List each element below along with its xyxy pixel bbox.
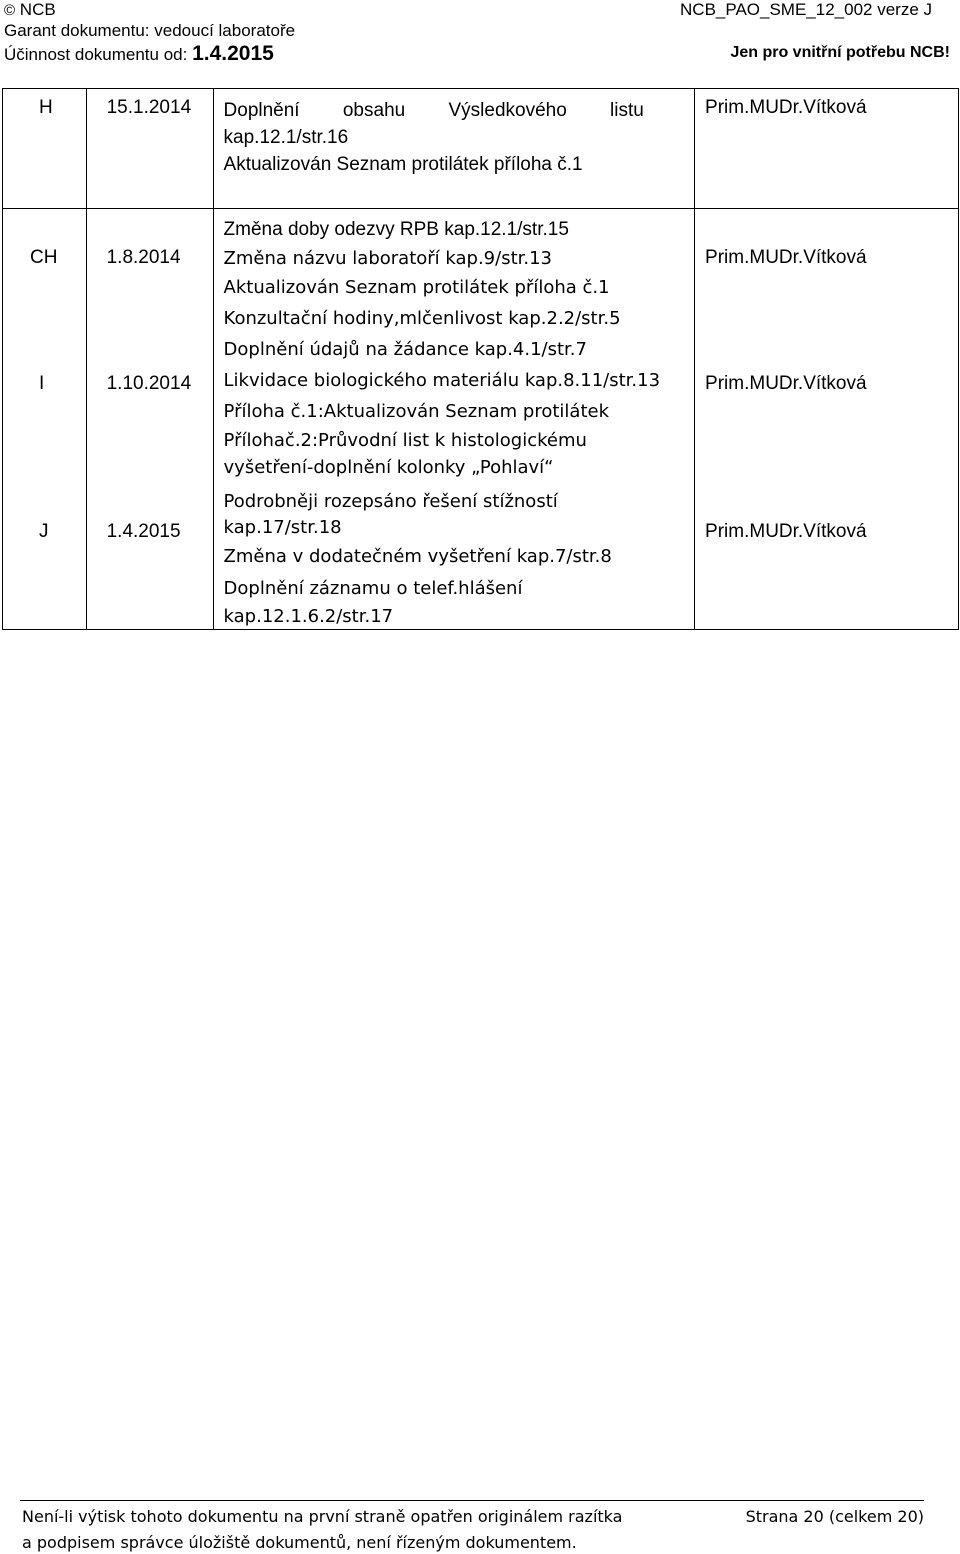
date-cell: [86, 209, 213, 630]
footer-rule: [20, 1500, 924, 1501]
description-line: Doplnění záznamu o telef.hlášení: [223, 578, 523, 599]
author-label: Prim.MUDr.Vítková: [705, 373, 867, 394]
author-label: Prim.MUDr.Vítková: [705, 521, 867, 542]
internal-use-note: Jen pro vnitřní potřebu NCB!: [730, 44, 950, 61]
org-line: [4, 0, 56, 20]
description-line: Doplnění obsahu Výsledkového listu: [223, 100, 644, 121]
page-number: Strana 20 (celkem 20): [745, 1507, 924, 1526]
description-line: Likvidace biologického materiálu kap.8.11/str.13: [223, 370, 661, 391]
description-line: Příloha č.1:Aktualizován Seznam protilátek: [223, 401, 610, 422]
doc-code: NCB_PAO_SME_12_002 verze J: [680, 0, 932, 19]
description-line: vyšetření-doplnění kolonky „Pohlaví“: [223, 457, 554, 478]
date-label: 15.1.2014: [106, 97, 192, 118]
description-line: Podrobněji rozepsáno řešení stížností: [223, 491, 558, 512]
table-row: [3, 89, 959, 209]
effective-date: 1.4.2015: [192, 42, 274, 65]
org-name: NCB: [19, 0, 56, 19]
version-label: I: [39, 373, 45, 394]
author-cell: [695, 209, 959, 630]
author-label: Prim.MUDr.Vítková: [705, 247, 867, 268]
description-line: kap.12.1.6.2/str.17: [223, 606, 394, 627]
description-line: Konzultační hodiny,mlčenlivost kap.2.2/str.5: [223, 308, 621, 329]
page-header: [4, 0, 950, 70]
description-line: kap.17/str.18: [223, 517, 342, 538]
revision-table: [2, 88, 959, 630]
description-line: Aktualizován Seznam protilátek příloha č.1: [223, 277, 610, 298]
author-cell: [695, 89, 959, 209]
copyright-icon: ©: [4, 2, 16, 19]
date-cell: [86, 89, 213, 209]
effective-label: Účinnost dokumentu od:: [4, 45, 188, 64]
date-label: 1.8.2014: [106, 247, 181, 268]
footer-note-1: Není-li výtisk tohoto dokumentu na první straně opatřen originálem razítka: [22, 1507, 623, 1526]
description-line: Aktualizován Seznam protilátek příloha č.1: [223, 154, 583, 175]
table-row: [3, 209, 959, 630]
date-label: 1.4.2015: [106, 521, 181, 542]
effective-line: [4, 42, 274, 66]
description-line: Přílohač.2:Průvodní list k histologickému: [223, 430, 587, 451]
author-label: Prim.MUDr.Vítková: [705, 97, 867, 118]
version-label: CH: [30, 247, 58, 268]
footer-note-2: a podpisem správce úložiště dokumentů, není řízeným dokumentem.: [22, 1533, 577, 1552]
description-line: Doplnění údajů na žádance kap.4.1/str.7: [223, 339, 587, 360]
version-cell: [3, 89, 87, 209]
version-cell: [3, 209, 87, 630]
description-cell: [213, 209, 695, 630]
date-label: 1.10.2014: [106, 373, 192, 394]
description-cell: [213, 89, 695, 209]
description-line: kap.12.1/str.16: [223, 127, 349, 148]
guarantor: Garant dokumentu: vedoucí laboratoře: [4, 21, 296, 40]
description-line: Změna v dodatečném vyšetření kap.7/str.8: [223, 546, 612, 567]
version-label: J: [39, 521, 49, 542]
version-label: H: [39, 97, 53, 118]
description-line: Změna názvu laboratoří kap.9/str.13: [223, 248, 553, 269]
description-line: Změna doby odezvy RPB kap.12.1/str.15: [223, 219, 569, 240]
